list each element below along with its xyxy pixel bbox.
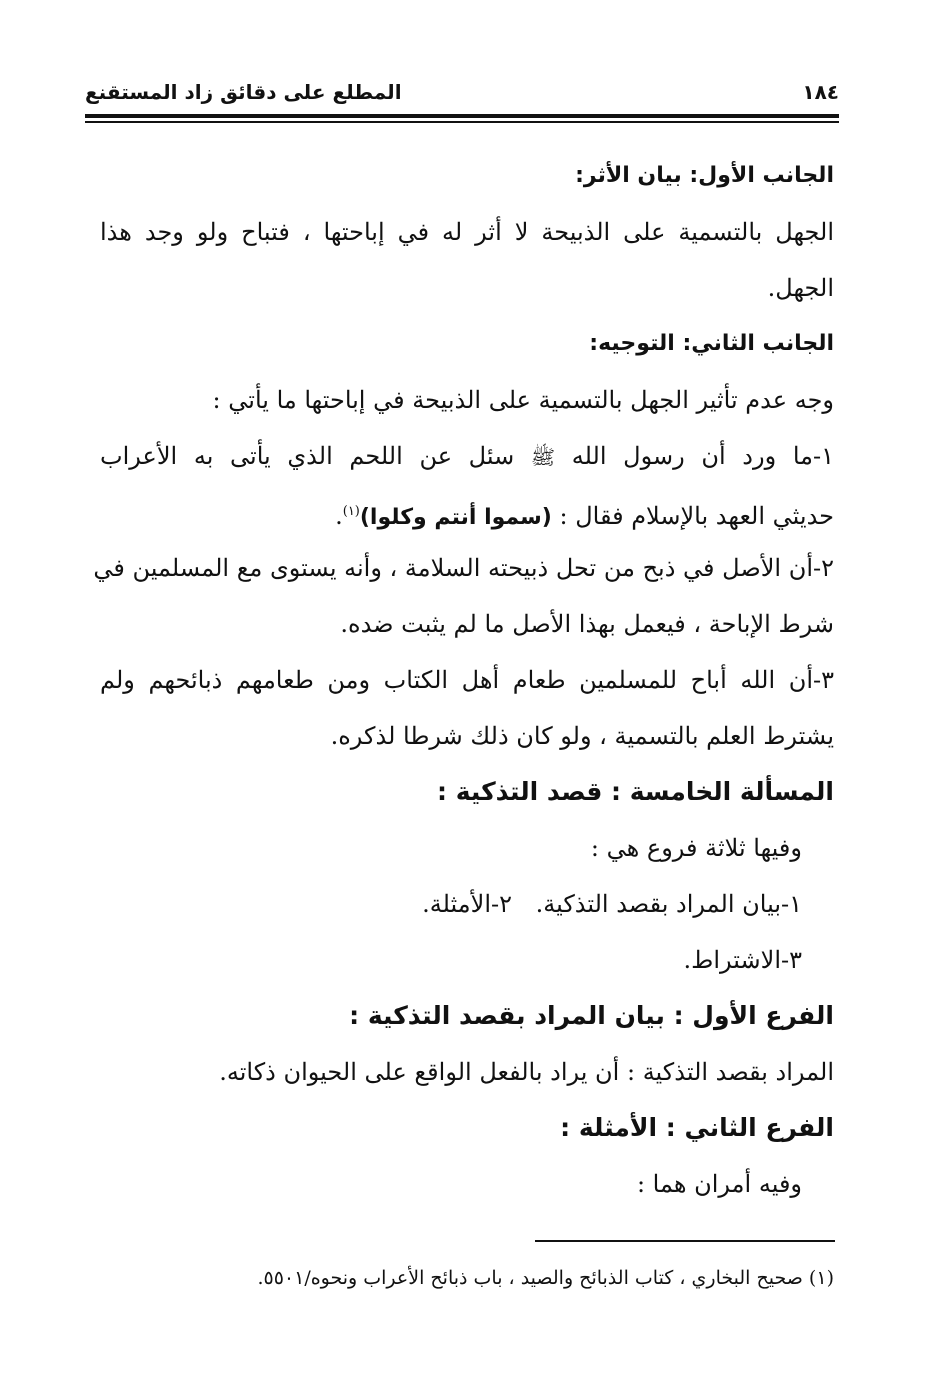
point1-line1-start: ١-ما ورد أن رسول الله	[571, 442, 834, 470]
side1-heading: الجانب الأول: بيان الأثر:	[575, 163, 834, 188]
branch1-text: المراد بقصد التذكية : أن يراد بالفعل الواقع على الحيوان ذكاته.	[219, 1058, 834, 1086]
branch-item-2: ٢-الأمثلة.	[422, 890, 512, 918]
hadith-quote: (سموا أنتم وكلوا)	[359, 505, 552, 530]
branch2-intro: وفيه أمران هما :	[636, 1170, 802, 1198]
side2-intro: وجه عدم تأثير الجهل بالتسمية على الذبيحة في إباحتها ما يأتي :	[212, 386, 834, 414]
header-rule-thick	[85, 114, 839, 118]
salla-ligature: ﷺ	[530, 445, 556, 469]
footnote-ref[interactable]: (١)	[342, 504, 360, 519]
footnote: (١) صحيح البخاري ، كتاب الذبائح والصيد ، باب ذبائح الأعراب ونحوه/٥٥٠١.	[257, 1267, 834, 1289]
side1-line-2: الجهل.	[767, 274, 834, 302]
branch2-heading: الفرع الثاني : الأمثلة :	[560, 1113, 834, 1142]
footnote-separator	[535, 1240, 835, 1242]
branch-list-row	[100, 876, 834, 932]
branch-item-1: ١-بيان المراد بقصد التذكية.	[535, 890, 802, 918]
branch1-heading: الفرع الأول : بيان المراد بقصد التذكية :	[349, 1001, 834, 1030]
point1-line1-end: سئل عن اللحم الذي يأتى به الأعراب	[100, 442, 515, 470]
point1-line-2	[100, 484, 834, 540]
issue5-heading: المسألة الخامسة : قصد التذكية :	[437, 777, 834, 806]
branch-item-3: ٣-الاشتراط.	[683, 946, 802, 974]
header-rule-thin	[85, 121, 839, 123]
side2-heading: الجانب الثاني: التوجيه:	[589, 331, 834, 356]
page-body	[93, 148, 834, 1212]
point1-line-1	[100, 428, 834, 484]
point3-line-1: ٣-أن الله أباح للمسلمين طعام أهل الكتاب ومن طعامهم ذبائحهم ولم	[100, 666, 834, 694]
point1-line2-start: حديثي العهد بالإسلام فقال :	[559, 502, 834, 530]
page-number: ١٨٤	[802, 80, 839, 104]
issue5-intro: وفيها ثلاثة فروع هي :	[590, 834, 802, 862]
point2-line-1: ٢-أن الأصل في ذبح من تحل ذبيحته السلامة ، وأنه يستوى مع المسلمين في	[93, 554, 834, 582]
running-title: المطلع على دقائق زاد المستقنع	[85, 80, 402, 104]
side1-line-1: الجهل بالتسمية على الذبيحة لا أثر له في إباحتها ، فتباح ولو وجد هذا	[100, 218, 834, 246]
point2-line-2: شرط الإباحة ، فيعمل بهذا الأصل ما لم يثبت ضده.	[340, 610, 834, 638]
point3-line-2: يشترط العلم بالتسمية ، ولو كان ذلك شرطا لذكره.	[330, 722, 834, 750]
page-header	[85, 78, 839, 114]
point1-end: .	[335, 502, 343, 530]
